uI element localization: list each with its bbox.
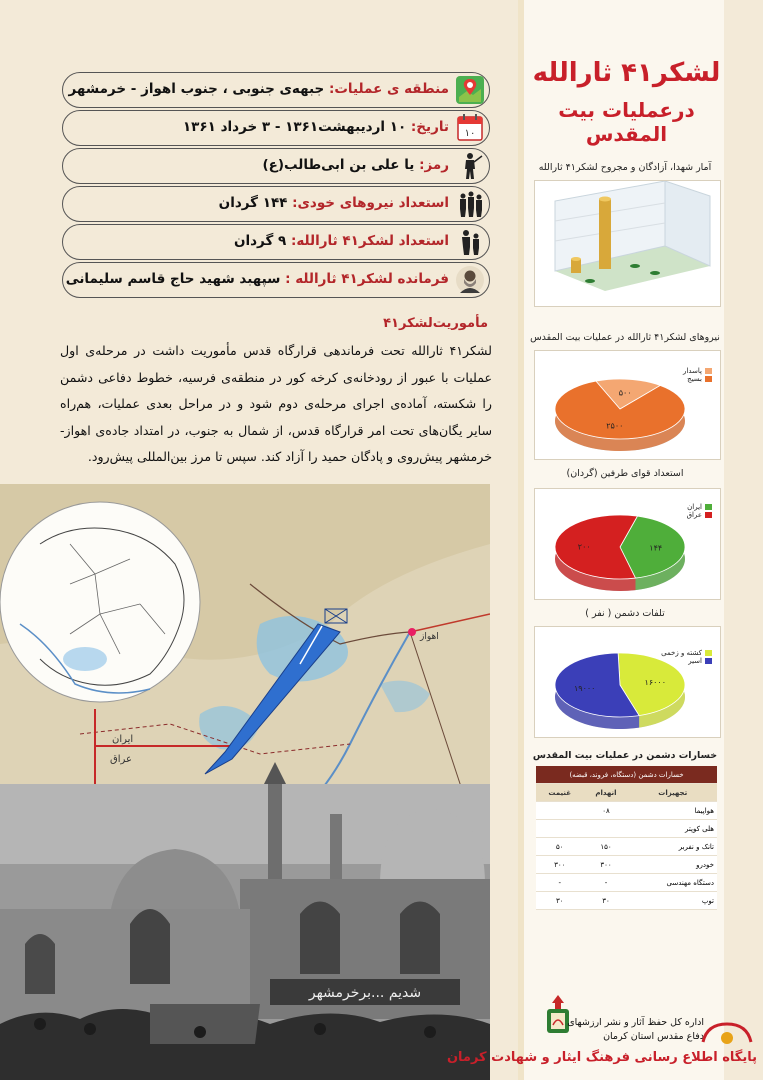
page-title: لشکر۴۱ ثارالله: [532, 58, 721, 88]
operation-map-illustration: [0, 484, 490, 1080]
table-row: تانک و نفربر ۱۵۰ ۵۰: [536, 838, 717, 856]
code-label: رمز:: [419, 157, 449, 173]
losses-table: [536, 766, 717, 910]
map-and-photo: [0, 484, 490, 1080]
soldiers-icon: [455, 227, 485, 257]
area-label: منطقه ی عملیات:: [328, 81, 449, 97]
table-row: هلی کوپتر: [536, 820, 717, 838]
page-edge: [724, 0, 763, 1080]
table-row: توپ ۳۰ ۳۰: [536, 892, 717, 910]
info-row-division-forces: [62, 224, 490, 260]
legend-item: اسیر: [661, 657, 712, 665]
own-forces-label: استعداد نیروهای خودی:: [292, 195, 449, 211]
map-label-ahvaz: اهواز: [420, 632, 439, 642]
mission-text: لشکر۴۱ ثارالله تحت فرماندهی قرارگاه قدس مأموریت داشت در مرحله‌ی اول عملیات با عبور از رودخانه‌ی کرخه کور در منطقه‌ی فرسیه، خطوط دفاعی دشمن را شکسته، آماده‌ی اجرای مرحله‌ی دوم شود و در مراحل بعدی عملیات، هم‌راه سایر یگان‌های تحت امر قرارگاه قدس، از شمال به جنوب، در امتداد جاده‌ی اهواز- خرمشهر پیش‌روی و پادگان حمید را آزاد کند. سپس تا مرز بین‌المللی پیش‌رود.: [60, 343, 492, 464]
losses-title: خسارات دشمن در عملیات بیت المقدس: [532, 750, 718, 761]
forces-chart: [534, 350, 721, 460]
strength-chart: [534, 488, 721, 600]
site-name: پایگاه اطلاع رسانی فرهنگ ایثار و شهادت کرمان: [446, 1050, 757, 1065]
table-row: هواپیما ۰۸: [536, 802, 717, 820]
table-row: دستگاه مهندسی - -: [536, 874, 717, 892]
table-row: خودرو ۳۰۰ ۳۰۰: [536, 856, 717, 874]
commander-label: فرمانده لشکر۴۱ ثارالله :: [285, 271, 449, 287]
pie-value-label: ۱۹۰۰۰: [573, 683, 596, 693]
commander-value: سپهبد شهید حاج قاسم سلیمانی: [65, 271, 286, 287]
site-watermark: [446, 1040, 757, 1074]
division-forces-label: استعداد لشکر۴۱ ثارالله:: [290, 233, 449, 249]
pie-value-label: ۲۰۰: [577, 542, 591, 552]
pie-value-label: ۱۶۰۰۰: [644, 678, 667, 688]
calendar-icon: [455, 113, 485, 143]
map-label-iraq: عراق: [110, 754, 133, 765]
strength-chart-caption: استعداد قوای طرفین (گردان): [566, 468, 684, 479]
casualties-chart-caption: آمار شهدا، آزادگان و مجروح لشکر۴۱ ثارالله: [538, 162, 712, 173]
map-label-iran: ایران: [112, 734, 134, 745]
legend-item: عراق: [687, 511, 712, 519]
enemy-pie: [535, 627, 720, 737]
site-logo-icon: [697, 1018, 757, 1052]
column-header: تجهیزات: [629, 784, 717, 802]
soldier-icon: [455, 151, 485, 181]
pie-value-label: ۵۰۰: [618, 388, 632, 398]
enemy-chart: [534, 626, 721, 738]
info-row-own-forces: [62, 186, 490, 222]
casualties-3d-chart: [535, 181, 720, 306]
column-header: انهدام: [583, 784, 628, 802]
organization-name: اداره کل حفظ آثار و نشر ارزشهای دفاع مقدس استان کرمان: [567, 1017, 704, 1042]
location-pin-icon: [455, 75, 485, 105]
losses-subtitle: خسارات دشمن (دستگاه، فروند، قبضه): [536, 766, 717, 784]
info-row-date: [62, 110, 490, 146]
legend-item: بسیج: [683, 375, 712, 383]
info-row-commander: [62, 262, 490, 298]
commander-portrait-icon: [455, 265, 485, 295]
date-value: ۱۰ اردیبهشت۱۳۶۱ - ۳ خرداد ۱۳۶۱: [182, 119, 411, 135]
photo-banner-text: شدیم ...برخرمشهر: [308, 985, 422, 1001]
troops-icon: [455, 189, 485, 219]
enemy-chart-caption: تلفات دشمن ( نفر ): [585, 608, 665, 619]
svg-text:۱۰: ۱۰: [464, 128, 476, 139]
column-header: غنیمت: [536, 784, 583, 802]
mission-heading: مأموریت‌لشکر۴۱: [383, 316, 488, 331]
code-value: یا علی بن ابی‌طالب(ع): [262, 157, 420, 173]
casualties-chart: [534, 180, 721, 307]
pie-value-label: ۱۴۴: [649, 543, 663, 553]
stats-sidebar: [518, 0, 729, 1080]
area-value: جبهه‌ی جنوبی ، جنوب اهواز - خرمشهر: [68, 81, 329, 97]
page-subtitle: درعملیات بیت المقدس: [558, 98, 695, 146]
info-row-code: [62, 148, 490, 184]
legend-item: پاسدار: [683, 367, 712, 375]
forces-chart-caption: نیروهای لشکر۴۱ ثارالله در عملیات بیت المقدس: [530, 332, 720, 343]
legend-item: ایران: [687, 503, 712, 511]
date-label: تاریخ:: [410, 119, 449, 135]
own-forces-value: ۱۴۴ گردان: [218, 195, 293, 211]
pie-value-label: ۲۵۰۰: [606, 421, 624, 431]
info-row-area: [62, 72, 490, 108]
legend-item: کشته و زخمی: [661, 649, 712, 657]
division-forces-value: ۹ گردان: [233, 233, 291, 249]
